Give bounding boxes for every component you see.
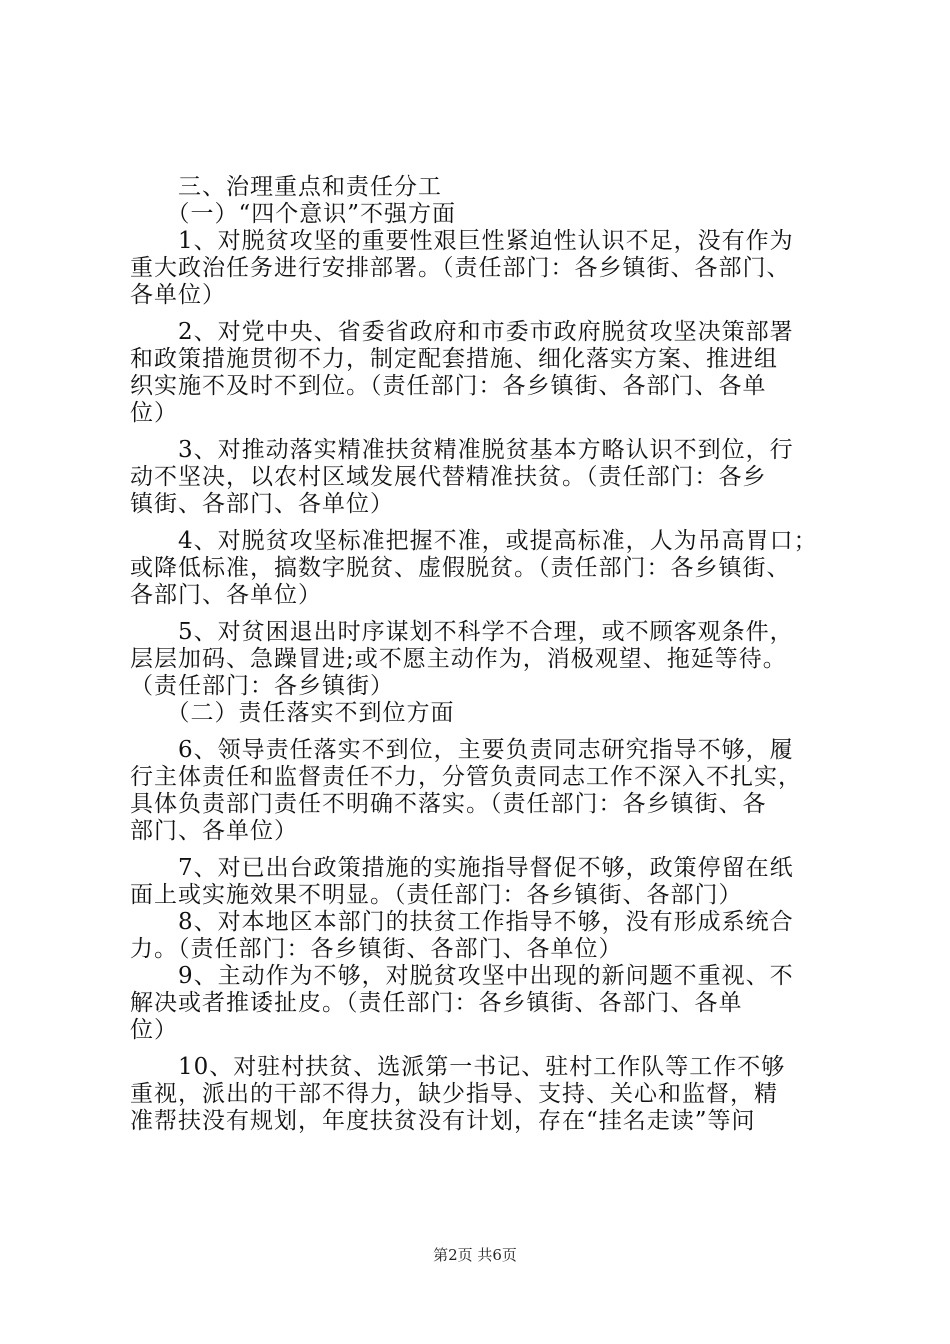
subsection-heading: （一）“四个意识”不强方面 [130, 201, 457, 227]
paragraph-line: 解决或者推诿扯皮。（责任部门：各乡镇街、各部门、各单 [130, 990, 743, 1016]
page-number-footer: 第2页 共6页 [433, 1246, 517, 1264]
paragraph-line: 动不坚决，以农村区域发展代替精准扶贫。（责任部门：各乡 [130, 464, 767, 490]
paragraph-line: 4、对脱贫攻坚标准把握不准，或提高标准，人为吊高胃口； [130, 528, 818, 554]
paragraph-line: （责任部门：各乡镇街） [130, 673, 394, 699]
paragraph-line: 行主体责任和监督责任不力，分管负责同志工作不深入不扎实， [130, 764, 802, 790]
paragraph-line: 2、对党中央、省委省政府和市委市政府脱贫攻坚决策部署 [130, 319, 794, 345]
paragraph-line: 各单位） [130, 282, 226, 308]
paragraph-line: 7、对已出台政策措施的实施指导督促不够，政策停留在纸 [130, 855, 794, 881]
paragraph-line: 9、主动作为不够，对脱贫攻坚中出现的新问题不重视、不 [130, 963, 794, 989]
paragraph-line: 8、对本地区本部门的扶贫工作指导不够，没有形成系统合 [130, 909, 794, 935]
paragraph-line: 和政策措施贯彻不力，制定配套措施、细化落实方案、推进组 [130, 346, 778, 372]
section-heading: 三、治理重点和责任分工 [130, 174, 442, 200]
paragraph-line: 层层加码、急躁冒进;或不愿主动作为，消极观望、拖延等待。 [130, 646, 787, 672]
paragraph-line: 镇街、各部门、各单位） [130, 491, 394, 517]
paragraph-line: 重大政治任务进行安排部署。（责任部门：各乡镇街、各部门、 [130, 255, 791, 281]
paragraph-line: 重视，派出的干部不得力，缺少指导、支持、关心和监督，精 [130, 1081, 778, 1107]
paragraph-line: 部门、各单位） [130, 818, 298, 844]
paragraph-line: 各部门、各单位） [130, 582, 322, 608]
paragraph-line: 具体负责部门责任不明确不落实。（责任部门：各乡镇街、各 [130, 791, 767, 817]
paragraph-line: 位） [130, 400, 178, 426]
paragraph-line: 准帮扶没有规划，年度扶贫没有计划，存在“挂名走读”等问 [130, 1108, 756, 1134]
paragraph-line: 10、对驻村扶贫、选派第一书记、驻村工作队等工作不够 [130, 1054, 786, 1080]
document-body [130, 174, 830, 1135]
paragraph-line: 织实施不及时不到位。（责任部门：各乡镇街、各部门、各单 [130, 373, 767, 399]
paragraph-line: 3、对推动落实精准扶贫精准脱贫基本方略认识不到位，行 [130, 437, 794, 463]
paragraph-line: 力。（责任部门：各乡镇街、各部门、各单位） [130, 936, 623, 962]
paragraph-line: 或降低标准，搞数字脱贫、虚假脱贫。（责任部门：各乡镇街、 [130, 555, 791, 581]
paragraph-line: 6、领导责任落实不到位，主要负责同志研究指导不够，履 [130, 737, 794, 763]
subsection-heading: （二）责任落实不到位方面 [130, 700, 455, 726]
paragraph-line: 位） [130, 1017, 178, 1043]
paragraph-line: 面上或实施效果不明显。（责任部门：各乡镇街、各部门） [130, 882, 743, 908]
paragraph-line: 1、对脱贫攻坚的重要性艰巨性紧迫性认识不足，没有作为 [130, 228, 794, 254]
paragraph-line: 5、对贫困退出时序谋划不科学不合理，或不顾客观条件， [130, 619, 794, 645]
